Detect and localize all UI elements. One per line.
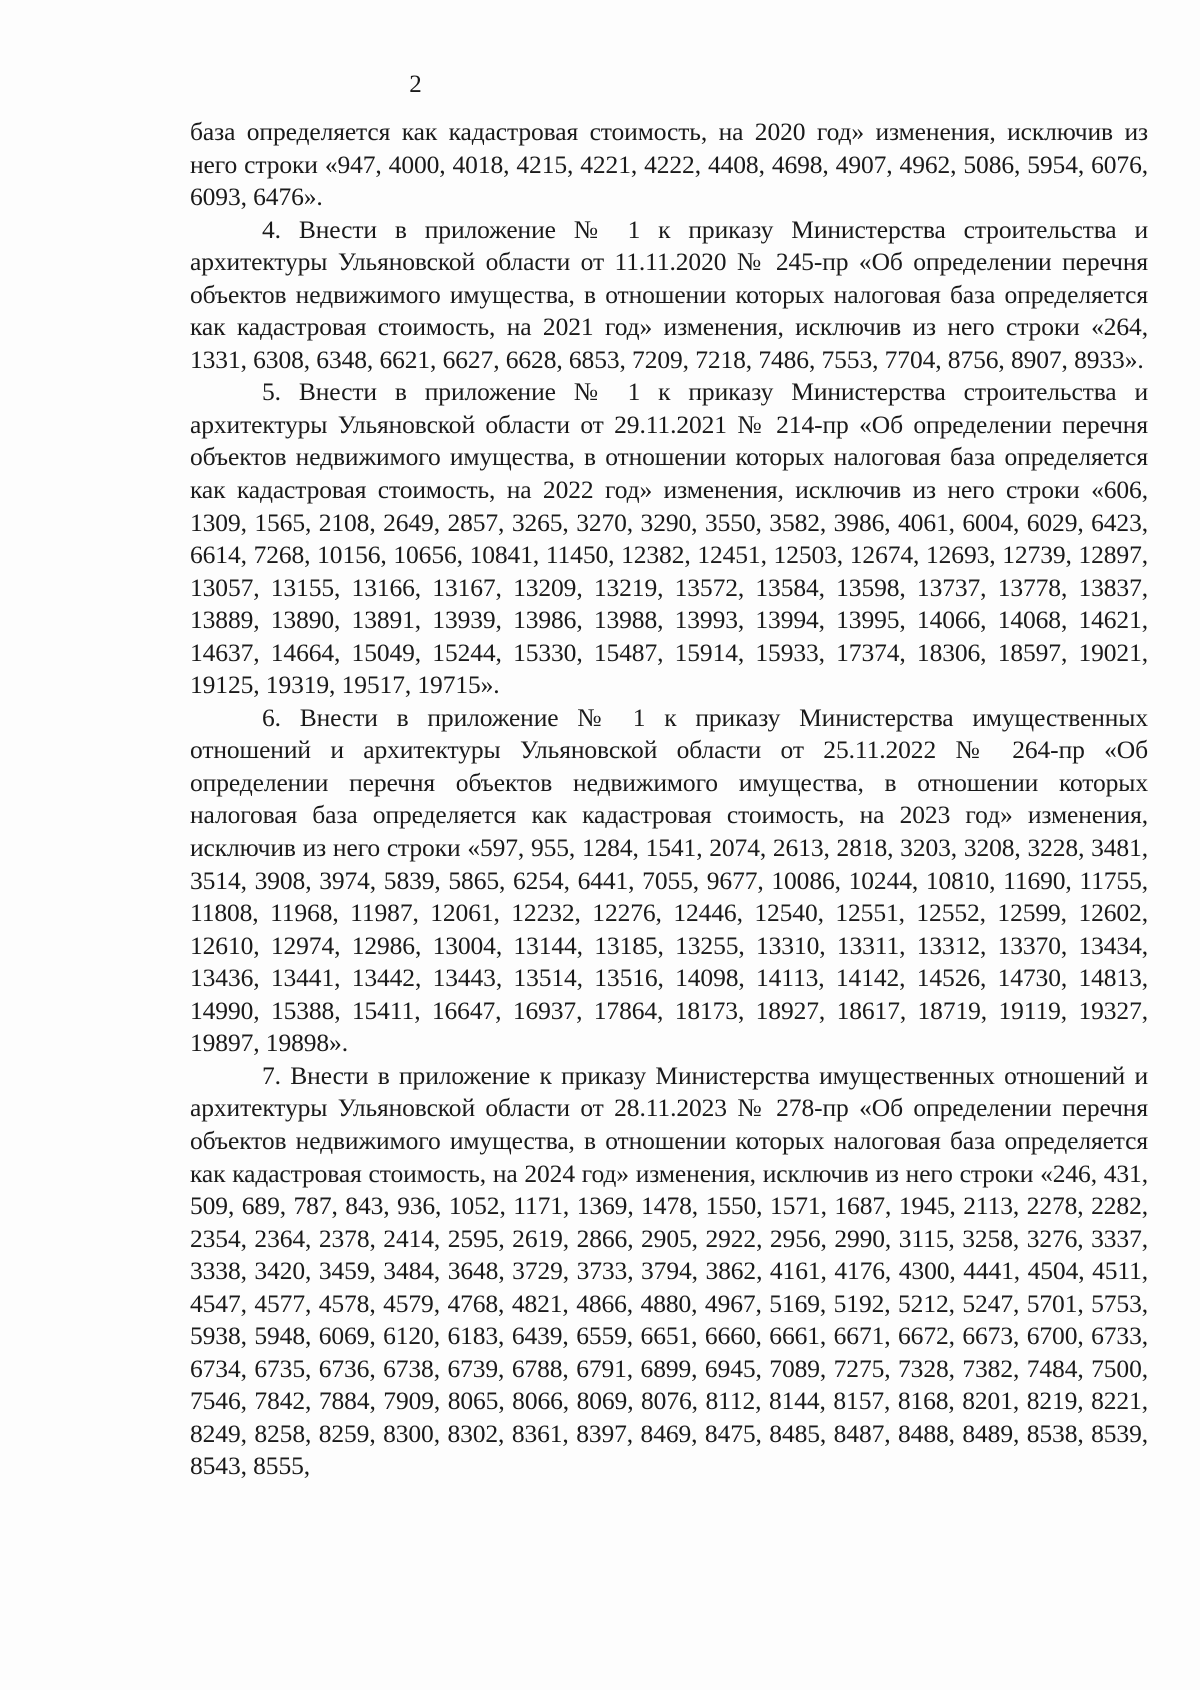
- paragraph-item-6: 6. Внести в приложение № 1 к приказу Министерства имущественных отношений и архитектуры Ульяновской области от 25.11.2022 № 264-пр «Об определении перечня объектов недвижимого имущества, в отношении которых налоговая база определяется как кадастровая стоимость, на 2023 год» изменения, исключив из него строки «597, 955, 1284, 1541, 2074, 2613, 2818, 3203, 3208, 3228, 3481, 3514, 3908, 3974, 5839, 5865, 6254, 6441, 7055, 9677, 10086, 10244, 10810, 11690, 11755, 11808, 11968, 11987, 12061, 12232, 12276, 12446, 12540, 12551, 12552, 12599, 12602, 12610, 12974, 12986, 13004, 13144, 13185, 13255, 13310, 13311, 13312, 13370, 13434, 13436, 13441, 13442, 13443, 13514, 13516, 14098, 14113, 14142, 14526, 14730, 14813, 14990, 15388, 15411, 16647, 16937, 17864, 18173, 18927, 18617, 18719, 19119, 19327, 19897, 19898».: [190, 702, 1148, 1058]
- page-number-text: 2: [409, 71, 422, 98]
- paragraph-continuation: база определяется как кадастровая стоимость, на 2020 год» изменения, исключив из него строки «947, 4000, 4018, 4215, 4221, 4222, 4408, 4698, 4907, 4962, 5086, 5954, 6076, 6093, 6476».: [190, 117, 1148, 212]
- paragraph-item-7: 7. Внести в приложение к приказу Министерства имущественных отношений и архитектуры Ульяновской области от 28.11.2023 № 278-пр «Об определении перечня объектов недвижимого имущества, в отношении которых налоговая база определяется как кадастровая стоимость, на 2024 год» изменения, исключив из него строки «246, 431, 509, 689, 787, 843, 936, 1052, 1171, 1369, 1478, 1550, 1571, 1687, 1945, 2113, 2278, 2282, 2354, 2364, 2378, 2414, 2595, 2619, 2866, 2905, 2922, 2956, 2990, 3115, 3258, 3276, 3337, 3338, 3420, 3459, 3484, 3648, 3729, 3733, 3794, 3862, 4161, 4176, 4300, 4441, 4504, 4511, 4547, 4577, 4578, 4579, 4768, 4821, 4866, 4880, 4967, 5169, 5192, 5212, 5247, 5701, 5753, 5938, 5948, 6069, 6120, 6183, 6439, 6559, 6651, 6660, 6661, 6671, 6672, 6673, 6700, 6733, 6734, 6735, 6736, 6738, 6739, 6788, 6791, 6899, 6945, 7089, 7275, 7328, 7382, 7484, 7500, 7546, 7842, 7884, 7909, 8065, 8066, 8069, 8076, 8112, 8144, 8157, 8168, 8201, 8219, 8221, 8249, 8258, 8259, 8300, 8302, 8361, 8397, 8469, 8475, 8485, 8487, 8488, 8489, 8538, 8539, 8543, 8555,: [190, 1060, 1148, 1481]
- paragraph-item-5: 5. Внести в приложение № 1 к приказу Министерства строительства и архитектуры Ульяновской области от 29.11.2021 № 214-пр «Об определении перечня объектов недвижимого имущества, в отношении которых налоговая база определяется как кадастровая стоимость, на 2022 год» изменения, исключив из него строки «606, 1309, 1565, 2108, 2649, 2857, 3265, 3270, 3290, 3550, 3582, 3986, 4061, 6004, 6029, 6423, 6614, 7268, 10156, 10656, 10841, 11450, 12382, 12451, 12503, 12674, 12693, 12739, 12897, 13057, 13155, 13166, 13167, 13209, 13219, 13572, 13584, 13598, 13737, 13778, 13837, 13889, 13890, 13891, 13939, 13986, 13988, 13993, 13994, 13995, 14066, 14068, 14621, 14637, 14664, 15049, 15244, 15330, 15487, 15914, 15933, 17374, 18306, 18597, 19021, 19125, 19319, 19517, 19715».: [190, 377, 1148, 700]
- page-number: [0, 70, 1200, 100]
- paragraph-item-4: 4. Внести в приложение № 1 к приказу Министерства строительства и архитектуры Ульяновской области от 11.11.2020 № 245-пр «Об определении перечня объектов недвижимого имущества, в отношении которых налоговая база определяется как кадастровая стоимость, на 2021 год» изменения, исключив из него строки «264, 1331, 6308, 6348, 6621, 6627, 6628, 6853, 7209, 7218, 7486, 7553, 7704, 8756, 8907, 8933».: [190, 214, 1148, 374]
- document-body: [190, 116, 1148, 1483]
